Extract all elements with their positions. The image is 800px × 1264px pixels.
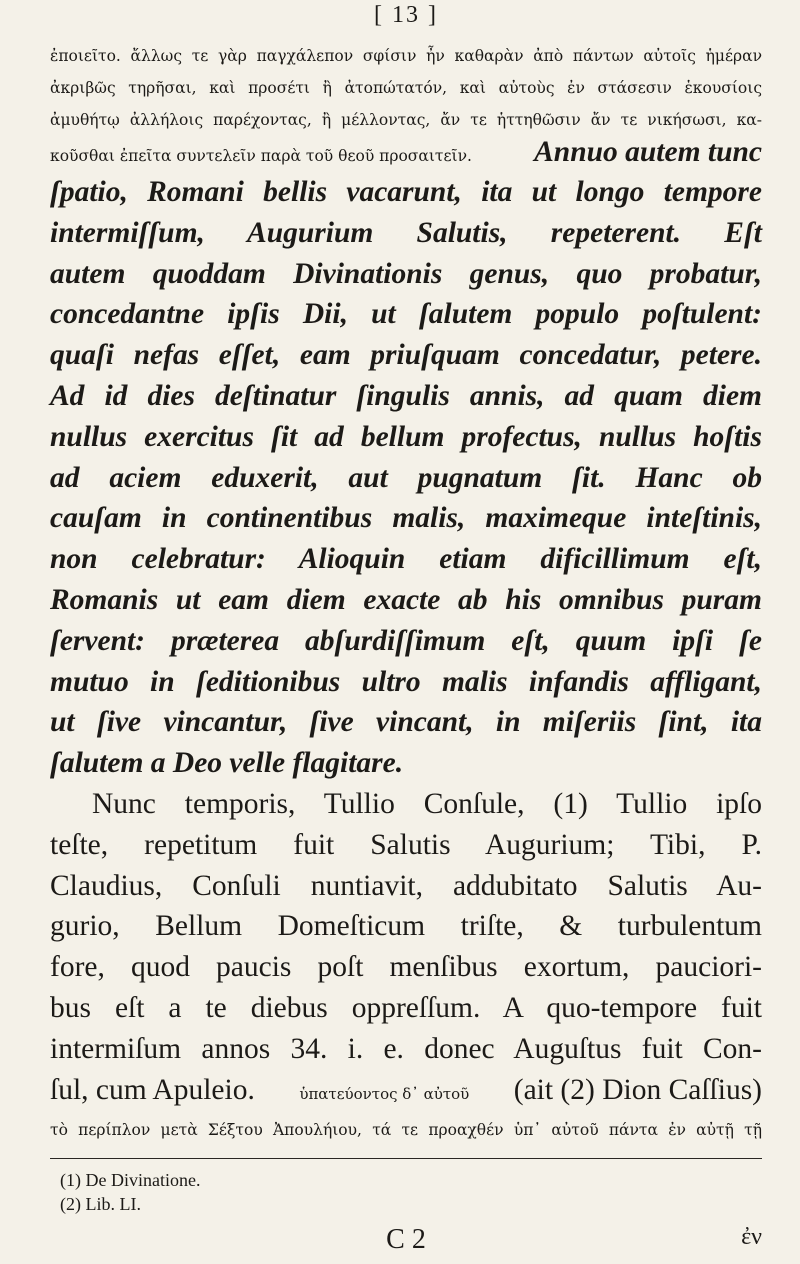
latin-line: Nunc temporis, Tullio Conſule, (1) Tullio ipſo [92,787,762,820]
latin-line: bus eſt a te diebus oppreſſum. A quo-tempore fuit [50,991,762,1024]
latin-line: ſervent: præterea abſurdiſſimum eſt, quum ipſi ſe [50,624,762,657]
latin-line: Romanis ut eam diem exacte ab his omnibus puram [50,583,762,616]
page-header [50,0,762,40]
greek-line: ἐποιεῖτο. ἄλλως τε γὰρ παγχάλεπον σφίσιν ἦν καθαρὰν ἀπὸ πάντων αὐτοῖς ἡμέραν [50,47,762,65]
catchword: ἐν [741,1224,762,1251]
latin-line: ut ſive vincantur, ſive vincant, in miſeriis ſint, ita [50,706,762,739]
latin-line: quaſi nefas eſſet, eam priuſquam concedatur, petere. [50,339,762,372]
greek-line-end: κοῦσθαι ἐπεῖτα συντελεῖν παρὰ τοῦ θεοῦ προσαιτεῖν. [50,147,472,165]
latin-line: intermiſſum, Augurium Salutis, repeterent. Eſt [50,216,762,249]
footnote-divider [50,1158,762,1159]
latin-line: nullus exercitus ſit ad bellum profectus, nullus hoſtis [50,420,762,453]
latin-line: intermiſum annos 34. i. e. donec Auguſtus fuit Con- [50,1032,762,1065]
latin-line: Claudius, Conſuli nuntiavit, addubitato Salutis Au- [50,869,762,902]
latin-line: autem quoddam Divinationis genus, quo probatur, [50,257,762,290]
latin-line: ad aciem eduxerit, aut pugnatum ſit. Hanc ob [50,461,762,494]
footnote: (1) De Divinatione. [60,1170,201,1191]
latin-line: cauſam in continentibus malis, maximeque inteſtinis, [50,502,762,535]
latin-line: non celebratur: Alioquin etiam dificillimum eſt, [50,543,762,576]
footnote: (2) Lib. LI. [60,1194,141,1215]
latin-line: ſalutem a Deo velle flagitare. [50,747,404,780]
latin-line: gurio, Bellum Domeſticum triſte, & turbulentum [50,910,762,943]
latin-line: mutuo in ſeditionibus ultro malis infandis affligant, [50,665,762,698]
book-page [50,0,762,1264]
latin-paragraph-2 [50,784,762,1146]
greek-line [50,136,762,172]
latin-line: fore, quod paucis poſt menſibus exortum, pauciori- [50,951,762,984]
latin-lead: Annuo autem tunc [534,136,762,168]
greek-inline-quote: ὑπατεύοντος δ᾽ αὐτοῦ [299,1084,470,1103]
latin-line: Ad id dies deſtinatur ſingulis annis, ad quam diem [50,379,762,412]
signature-mark: C 2 [386,1224,426,1256]
latin-line-lead: ſul, cum Apuleio. [50,1073,255,1106]
greek-line: ἀκριβῶς τηρῆσαι, καὶ προσέτι ἢ ἀτοπώτατόν, καὶ αὐτοὺς ἐν στάσεσιν ἑκουσίοις [50,79,762,97]
latin-line: concedantne ipſis Dii, ut ſalutem populo poſtulent: [50,298,762,331]
page-number: [ 13 ] [374,2,438,28]
footnotes [50,1168,762,1216]
page-footer [50,1224,762,1264]
greek-line: τὸ περίπλον μετὰ Σέξτου Ἀπουλήιου, τά τε προαχθέν ὑπ᾽ αὐτοῦ πάντα ἐν αὐτῇ τῇ [50,1121,762,1140]
latin-line: teſte, repetitum fuit Salutis Augurium; Tibi, P. [50,828,762,861]
latin-line-tail: (ait (2) Dion Caſſius) [513,1073,762,1106]
latin-line [50,1070,762,1115]
greek-passage [50,40,762,172]
greek-line: ἀμυθήτῳ ἀλλήλοις παρέχοντας, ἢ μέλλοντας, ἄν τε ἡττηθῶσιν ἄν τε νικήσωσι, κα- [50,111,762,129]
latin-line: ſpatio, Romani bellis vacarunt, ita ut longo tempore [50,176,762,208]
latin-paragraph-1 [50,172,762,784]
